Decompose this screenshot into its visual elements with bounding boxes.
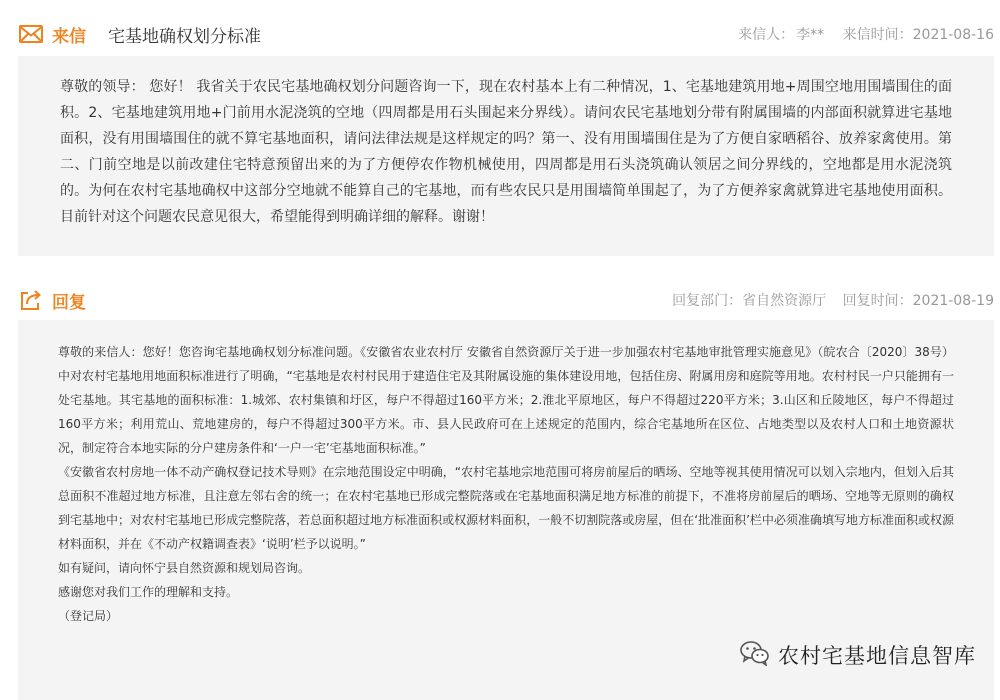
watermark-text: 农村宅基地信息智库 bbox=[778, 644, 976, 668]
reply-paragraph: （登记局） bbox=[58, 609, 119, 623]
wechat-icon bbox=[740, 640, 770, 670]
sender-name: 李** bbox=[796, 27, 825, 43]
letter-header bbox=[18, 18, 994, 50]
reply-dept: 省自然资源厅 bbox=[742, 293, 827, 309]
reply-meta bbox=[666, 290, 994, 310]
reply-paragraph: 尊敬的来信人：您好！您咨询宅基地确权划分标准问题。《安徽省农业农村厅 安徽省自然资源厅关于进一步加强农村宅基地审批管理实施意见》（皖农合〔2020〕38号）中对农村宅基地用地面积标准进行了明确，“宅基地是农村村民用于建造住宅及其附属设施的集体建设用地，包括住房、附属用房和庭院等用地。农村村民一户只能拥有一处宅基地。其宅基地的面积标准：1.城郊、农村集镇和圩区，每户不得超过160平方米；2.淮北平原地区，每户不得超过220平方米；3.山区和丘陵地区，每户不得超过160平方米；利用荒山、荒地建房的，每户不得超过300平方米。市、县人民政府可在上述规定的范围内，综合宅基地所在区位、占地类型以及农村人口和土地资源状况，制定符合本地实际的分户建房条件和‘一户一宅’宅基地面积标准。” bbox=[58, 345, 954, 455]
letter-title: 宅基地确权划分标准 bbox=[108, 26, 261, 47]
letter-meta bbox=[732, 24, 994, 44]
reply-time-label: 回复时间： bbox=[842, 293, 913, 309]
reply-time: 2021-08-19 bbox=[912, 293, 994, 309]
letter-label: 来信 bbox=[52, 26, 86, 47]
letter-time: 2021-08-16 bbox=[912, 27, 994, 43]
reply-paragraph: 《安徽省农村房地一体不动产确权登记技术导则》在宗地范围设定中明确，“农村宅基地宗地范围可将房前屋后的晒场、空地等视其使用情况可以划入宗地内，但划入后其总面积不准超过地方标准，且注意左邻右舍的统一；在农村宅基地已形成完整院落或在宅基地面积满足地方标准的前提下，不准将房前屋后的晒场、空地等无原则的确权到宅基地中；对农村宅基地已形成完整院落，若总面积超过地方标准面积或权源材料面积，一般不切割院落或房屋，但在‘批准面积’栏中必须准确填写地方标准面积或权源材料面积，并在《不动产权籍调查表》‘说明’栏予以说明。” bbox=[58, 465, 954, 551]
sender-label: 来信人： bbox=[738, 27, 795, 43]
reply-header bbox=[18, 284, 994, 316]
watermark bbox=[740, 640, 976, 670]
letter-panel bbox=[18, 56, 994, 256]
reply-label: 回复 bbox=[52, 292, 86, 313]
envelope-icon bbox=[18, 23, 44, 45]
reply-paragraph: 如有疑问，请向怀宁县自然资源和规划局咨询。 bbox=[58, 561, 311, 575]
letter-body: 尊敬的领导： 您好！ 我省关于农民宅基地确权划分问题咨询一下，现在农村基本上有二种情况，1、宅基地建筑用地+周围空地用围墙围住的面积。2、宅基地建筑用地+门前用水泥浇筑的空地（四周都是用石头围起来分界线）。请问农民宅基地划分带有附属围墙的内部面积就算进宅基地面积，没有用围墙围住的就不算宅基地面积，请问法律法规是这样规定的吗？第一、没有用围墙围住是为了方便自家晒稻谷、放养家禽使用。第二、门前空地是以前改建住宅特意预留出来的为了方便停农作物机械使用，四周都是用石头浇筑确认领居之间分界线的，空地都是用水泥浇筑的。为何在农村宅基地确权中这部分空地就不能算自己的宅基地，而有些农民只是用围墙简单围起了，为了方便养家禽就算进宅基地使用面积。目前针对这个问题农民意见很大，希望能得到明确详细的解释。谢谢！ bbox=[60, 79, 952, 225]
reply-body bbox=[58, 340, 954, 628]
letter-time-label: 来信时间： bbox=[842, 27, 913, 43]
reply-dept-label: 回复部门： bbox=[672, 293, 743, 309]
reply-paragraph: 感谢您对我们工作的理解和支持。 bbox=[58, 585, 239, 599]
reply-arrow-icon bbox=[18, 289, 44, 311]
